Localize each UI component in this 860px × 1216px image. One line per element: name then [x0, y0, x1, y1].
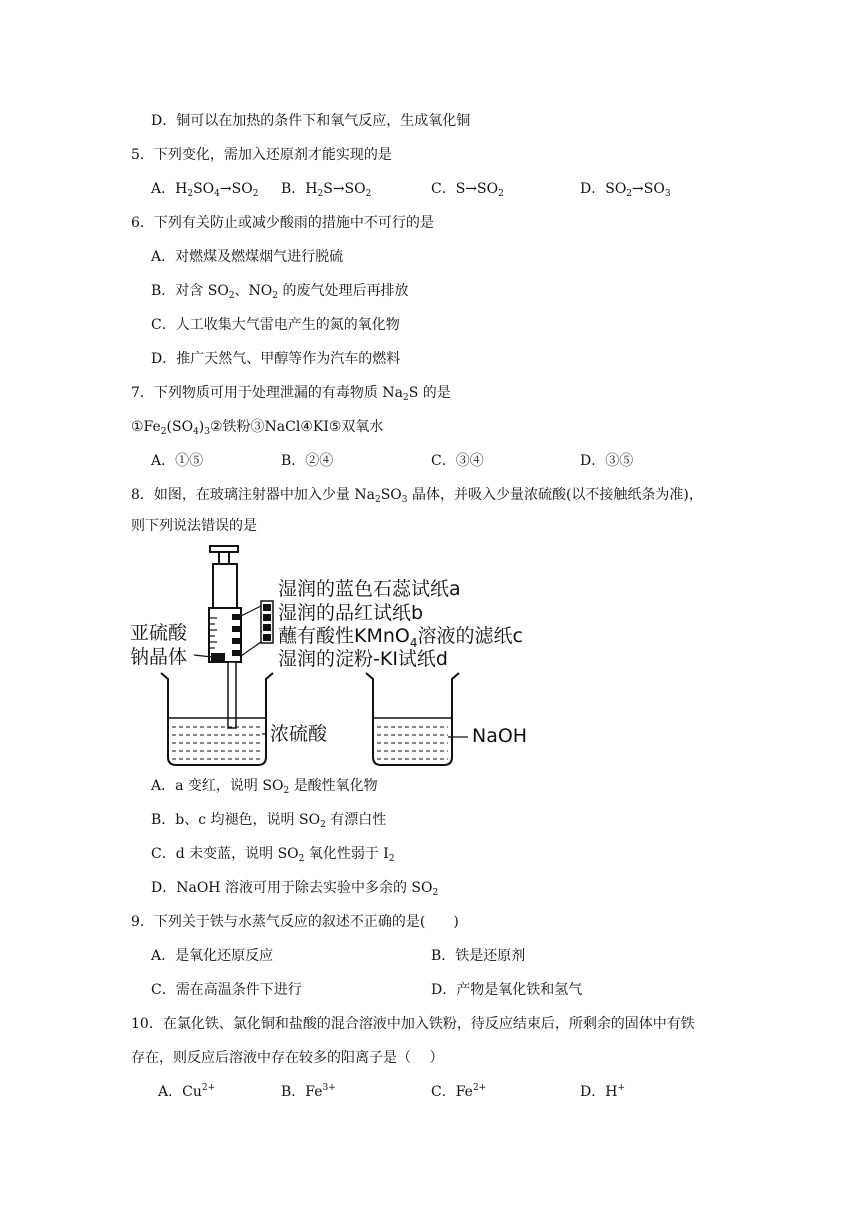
q5-option-b: B．$H_2S\to SO_2$ [281, 181, 372, 199]
q10-option-b: B．$Fe^{3+}$ [281, 1083, 336, 1100]
q7-option-d: D．③⑤ [580, 453, 634, 469]
q8-option-d: D．NaOH 溶液可用于除去实验中多余的 $SO_2$ [151, 880, 439, 898]
q6-option-b: B．对含 $SO_2$、$NO_2$ 的废气处理后再排放 [151, 283, 409, 301]
q10-option-d: D．H+ [580, 1083, 625, 1100]
q8-option-c: C．d 未变蓝，说明 $SO_2$ 氧化性弱于 $I_2$ [151, 846, 395, 864]
q6-stem: 6．下列有关防止或减少酸雨的措施中不可行的是 [131, 215, 434, 231]
q5-stem: 5．下列变化，需加入还原剂才能实现的是 [131, 147, 392, 163]
label-crystal-line2: 钠晶体 [130, 646, 188, 668]
q5-option-a: A．$H_2SO_4\to SO_2$ [151, 181, 259, 199]
label-strip-d: 湿润的淀粉-KI试纸d [278, 648, 448, 670]
q10-stem-line1: 10．在氯化铁、氯化铜和盐酸的混合溶液中加入铁粉，待反应结束后，所剩余的固体中有铁 [131, 1016, 695, 1032]
sodium-sulfite-crystal [211, 653, 225, 661]
q6-option-d: D．推广天然气、甲醇等作为汽车的燃料 [151, 351, 401, 367]
q9-option-b: B．铁是还原剂 [431, 948, 526, 964]
q10-option-a: A．$Cu^{2+}$ [158, 1083, 216, 1100]
q7-stem: 7．下列物质可用于处理泄漏的有毒物质 $Na_2S$ 的是 [131, 385, 451, 403]
q6-option-a: A．对燃煤及燃煤烟气进行脱硫 [151, 249, 344, 265]
q8-option-b: B．b、c 均褪色，说明 $SO_2$ 有漂白性 [151, 812, 387, 830]
q10-option-c: C．$Fe^{2+}$ [431, 1083, 487, 1100]
q8-option-a: A．a 变红，说明 $SO_2$ 是酸性氧化物 [151, 778, 378, 796]
q9-stem: 9．下列关于铁与水蒸气反应的叙述不正确的是( ) [131, 914, 459, 930]
q7-substance-list: $①Fe_2(SO_4)_3②$铁粉③NaCl④KI⑤双氧水 [131, 419, 384, 437]
q10-stem-line2: 存在，则反应后溶液中存在较多的阳离子是（ ） [131, 1050, 444, 1066]
q9-option-c: C．需在高温条件下进行 [151, 982, 302, 998]
strip-legend [241, 601, 273, 656]
label-strip-a: 湿润的蓝色石蕊试纸a [278, 578, 461, 600]
label-crystal-line1: 亚硫酸 [130, 622, 188, 644]
left-beaker-liquid [172, 727, 262, 759]
q9-option-d: D．产物是氧化铁和氢气 [431, 982, 583, 998]
q5-option-c: C．$S\to SO_2$ [431, 181, 504, 199]
q8-stem-line1: 8．如图，在玻璃注射器中加入少量 $Na_2SO_3$ 晶体，并吸入少量浓硫酸(以不接触纸条为准)， [131, 487, 703, 505]
plunger-neck [219, 552, 229, 564]
q5-option-d: D．$SO_2\to SO_3$ [580, 181, 671, 199]
label-naoh: NaOH [472, 725, 528, 747]
q8-apparatus-figure [128, 543, 548, 773]
label-strip-b: 湿润的品红试纸b [278, 602, 424, 624]
q9-option-a: A．是氧化还原反应 [151, 948, 274, 964]
q4-option-d: D．铜可以在加热的条件下和氧气反应，生成氧化铜 [151, 113, 471, 129]
q7-option-b: B．②④ [281, 453, 334, 469]
syringe-upper-barrel [213, 564, 237, 612]
label-conc-sulfuric-acid: 浓硫酸 [270, 723, 328, 745]
label-strip-c: 蘸有酸性KMnO$_4$溶液的滤纸c [278, 625, 523, 650]
q6-option-c: C．人工收集大气雷电产生的氮的氧化物 [151, 317, 400, 333]
q7-option-c: C．③④ [431, 453, 484, 469]
q8-stem-line2: 则下列说法错误的是 [131, 518, 257, 534]
q7-option-a: A．①⑤ [151, 453, 204, 469]
right-beaker-liquid [377, 727, 448, 759]
